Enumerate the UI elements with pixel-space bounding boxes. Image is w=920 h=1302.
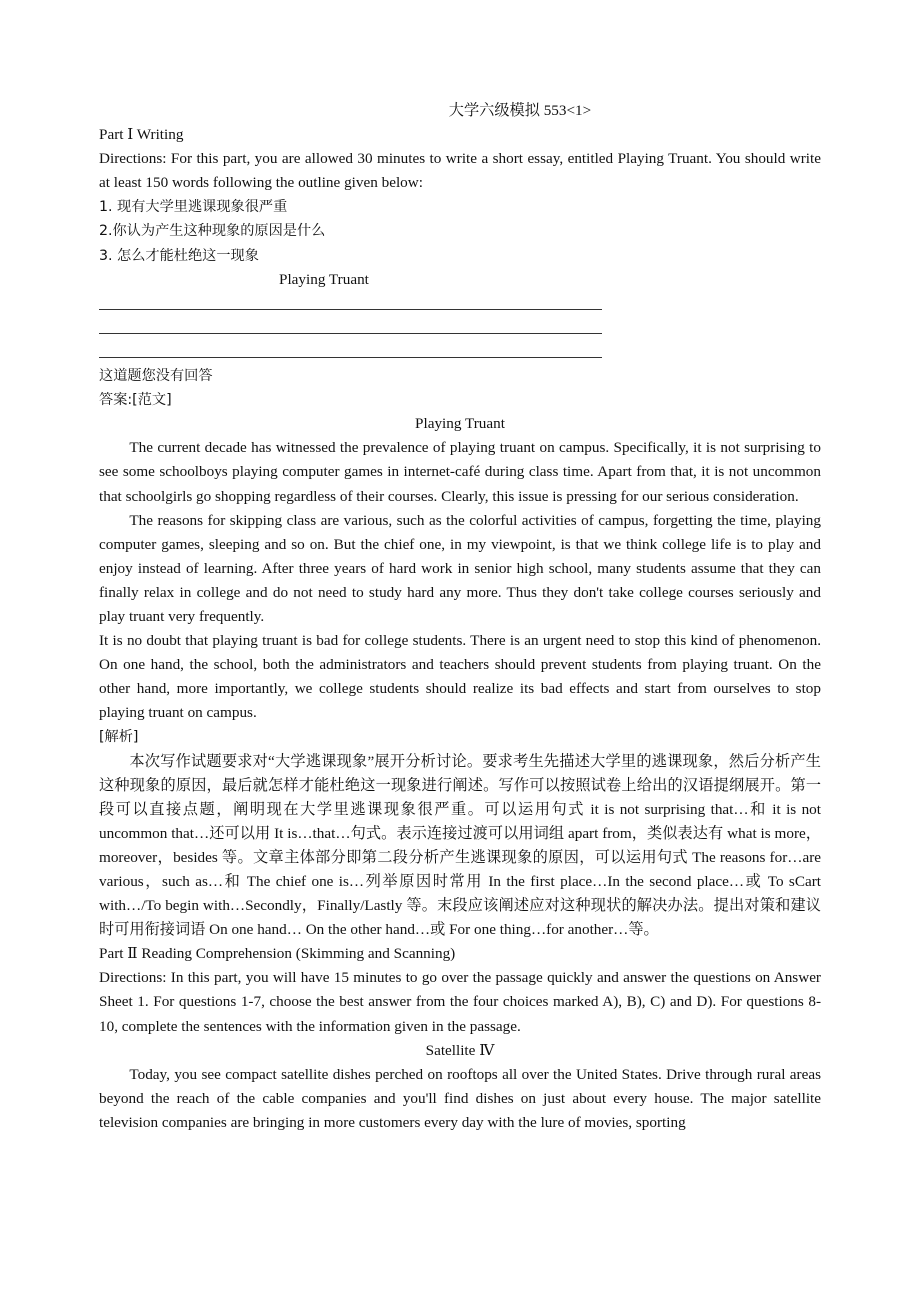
answer-line	[99, 316, 821, 340]
part2-directions: Directions: In this part, you will have 15 minutes to go over the passage quickly and answer the questions on Answer Sheet 1. For questions 1-7, choose the best answer from the four choices marked A), B), C) and D). For questions 8-10, complete the sentences with the information given in the passage.	[99, 969, 821, 1035]
not-answered-notice: 这道题您没有回答	[99, 368, 213, 385]
outline-item-2: 2.你认为产生这种现象的原因是什么	[99, 223, 326, 240]
analysis-text: 本次写作试题要求对“大学逃课现象”展开分析讨论。要求考生先描述大学里的逃课现象，然后分析产生这种现象的原因，最后就怎样才能杜绝这一现象进行阐述。写作可以按照试卷上给出的汉语提纲展开。第一段可以直接点题，阐明现在大学里逃课现象很严重。可以运用句式 it is not surprising that…和 it is not uncommon that…还可以用 It is…that…句式。表示连接过渡可以用词组 apart from，类似表达有 what is more，moreover，besides 等。文章主体部分即第二段分析产生逃课现象的原因，可以运用句式 The reasons for…are various，such as…和 The chief one is…列举原因时常用 In the first place…In the second place…或 To sCart with…/To begin with…Secondly，Finally/Lastly 等。末段应该阐述应对这种现状的解决办法。提出对策和建议时可用衔接词语 On one hand… On the other hand…或 For one thing…for another…等。	[99, 752, 821, 939]
answer-line	[99, 292, 821, 316]
outline-item-3: 3. 怎么才能杜绝这一现象	[99, 247, 259, 264]
part1-heading: Part Ⅰ Writing	[99, 126, 184, 144]
model-paragraph-1: The current decade has witnessed the prevalence of playing truant on campus. Specifically, it is not surprising to see some schoolboys playing computer games in internet-café during class time. Apart from that, it is not uncommon that schoolgirls go shopping regardless of their courses. Clearly, this issue is pressing for our serious consideration.	[99, 439, 821, 505]
model-essay-title: Playing Truant	[415, 415, 505, 433]
passage-title: Satellite Ⅳ	[425, 1041, 495, 1059]
answer-label: 答案:[范文]	[99, 392, 172, 409]
document-title: 大学六级模拟 553<1>	[448, 102, 592, 119]
outline-item-1: 1. 现有大学里逃课现象很严重	[99, 199, 288, 216]
model-paragraph-2: The reasons for skipping class are various, such as the colorful activities of campus, forgetting the time, playing computer games, sleeping and so on. But the chief one, in my viewpoint, is that we think college life is to play and enjoy instead of learning. After three years of hard work in senior high school, many students assume that they can finally relax in college and do not need to study hard any more. Thus they don't take college courses seriously and play truant very frequently.	[99, 511, 821, 625]
answer-line	[99, 340, 821, 364]
document-page	[99, 99, 821, 1135]
analysis-label: [解析]	[99, 729, 139, 746]
essay-title: Playing Truant	[279, 270, 369, 288]
passage-paragraph: Today, you see compact satellite dishes perched on rooftops all over the United States. Drive through rural areas beyond the reach of the cable companies and you'll find dishes on just about every house. The major satellite television companies are bringing in more customers every day with the lure of movies, sporting	[99, 1065, 821, 1131]
part2-heading: Part Ⅱ Reading Comprehension (Skimming and Scanning)	[99, 945, 456, 963]
model-paragraph-3: It is no doubt that playing truant is bad for college students. There is an urgent need to stop this kind of phenomenon. On one hand, the school, both the administrators and teachers should prevent students from playing truant. On the other hand, more importantly, we college students should realize its bad effects and start from ourselves to stop playing truant on campus.	[99, 632, 821, 722]
part1-directions: Directions: For this part, you are allowed 30 minutes to write a short essay, entitled Playing Truant. You should write at least 150 words following the outline given below:	[99, 150, 821, 192]
